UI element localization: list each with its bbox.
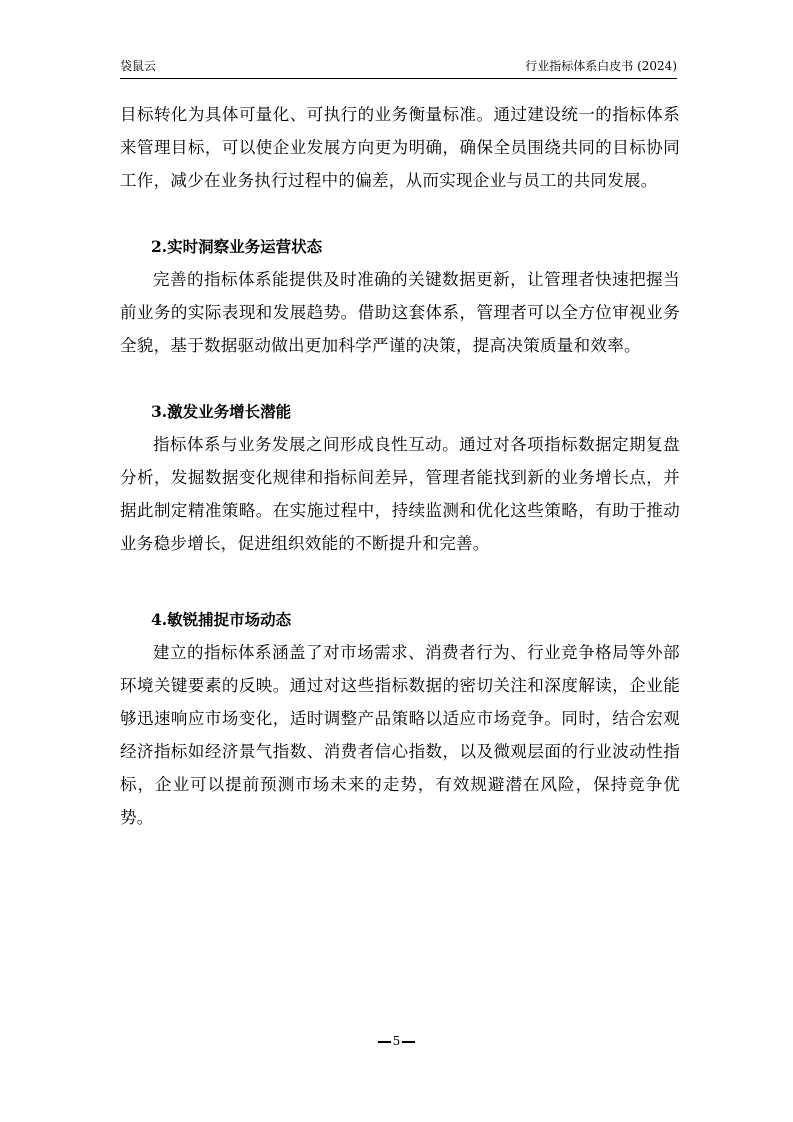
footer-dash-left bbox=[378, 1041, 391, 1043]
section-3 bbox=[120, 395, 680, 560]
header-document-title: 行业指标体系白皮书 (2024) bbox=[525, 59, 677, 73]
page-content bbox=[120, 98, 680, 834]
page-footer bbox=[0, 1033, 793, 1049]
page-header bbox=[120, 58, 677, 79]
section-2-body: 完善的指标体系能提供及时准确的关键数据更新，让管理者快速把握当前业务的实际表现和发展趋势。借助这套体系，管理者可以全方位审视业务全貌，基于数据驱动做出更加科学严谨的决策，提高决策质量和效率。 bbox=[120, 270, 680, 355]
section-3-heading: 3.激发业务增长潜能 bbox=[151, 402, 292, 421]
intro-paragraph: 目标转化为具体可量化、可执行的业务衡量标准。通过建设统一的指标体系来管理目标，可以使企业发展方向更为明确，确保全员围绕共同的目标协同工作，减少在业务执行过程中的偏差，从而实现企业与员工的共同发展。 bbox=[120, 105, 680, 190]
header-company-name: 袋鼠云 bbox=[120, 59, 157, 73]
page-number: 5 bbox=[392, 1034, 401, 1048]
section-2 bbox=[120, 230, 680, 362]
section-2-heading: 2.实时洞察业务运营状态 bbox=[151, 237, 323, 256]
section-4-heading: 4.敏锐捕捉市场动态 bbox=[151, 610, 292, 629]
footer-dash-right bbox=[402, 1041, 415, 1043]
section-4-body: 建立的指标体系涵盖了对市场需求、消费者行为、行业竞争格局等外部环境关键要素的反映。通过对这些指标数据的密切关注和深度解读，企业能够迅速响应市场变化，适时调整产品策略以适应市场竞争。同时，结合宏观经济指标如经济景气指数、消费者信心指数，以及微观层面的行业波动性指标，企业可以提前预测市场未来的走势，有效规避潜在风险，保持竞争优势。 bbox=[120, 643, 680, 827]
section-4 bbox=[120, 603, 680, 834]
section-3-body: 指标体系与业务发展之间形成良性互动。通过对各项指标数据定期复盘分析，发掘数据变化规律和指标间差异，管理者能找到新的业务增长点，并据此制定精准策略。在实施过程中，持续监测和优化这些策略，有助于推动业务稳步增长，促进组织效能的不断提升和完善。 bbox=[120, 435, 680, 553]
